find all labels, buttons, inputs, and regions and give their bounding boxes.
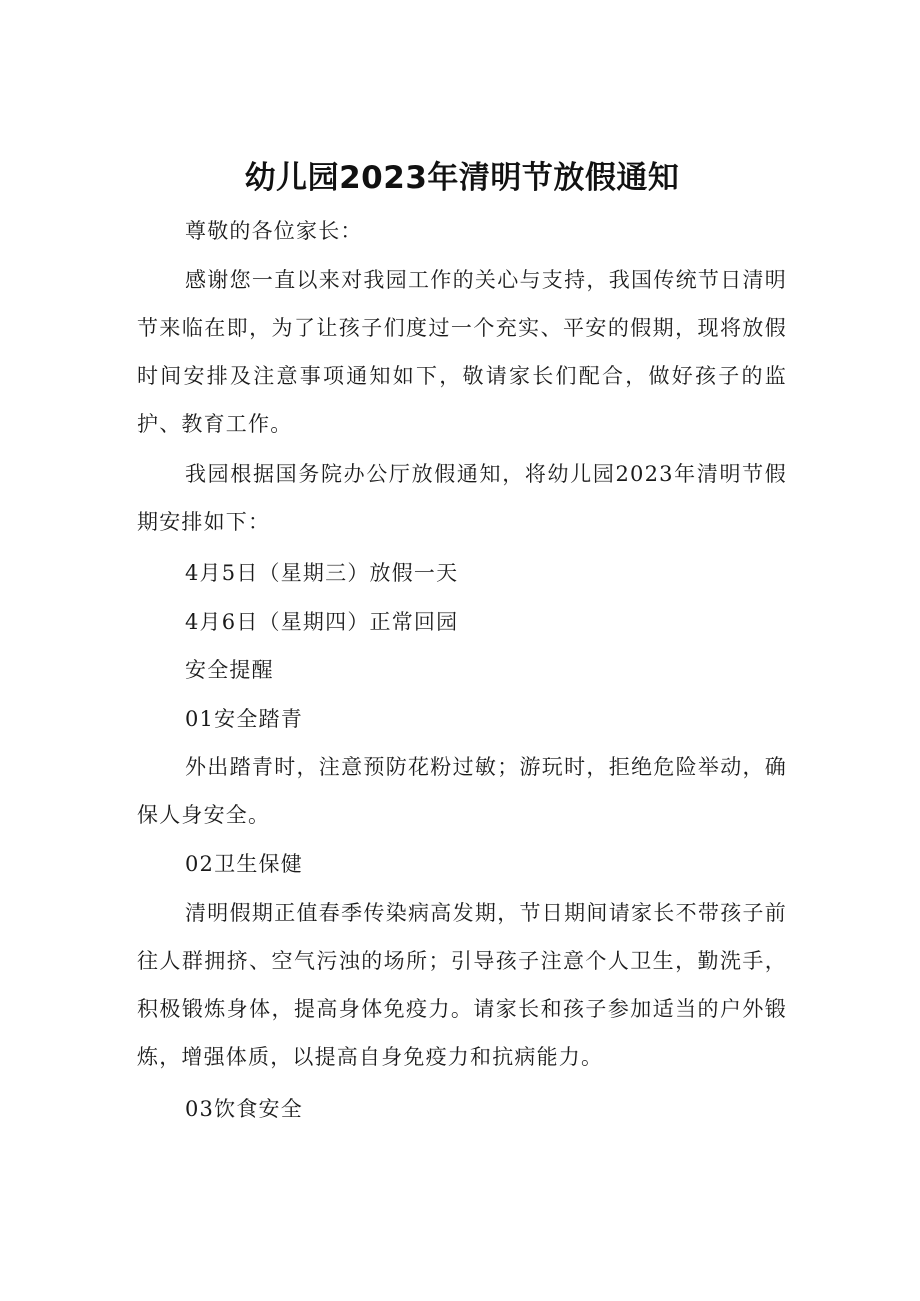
return-date: 4月6日（星期四）正常回园	[185, 610, 459, 634]
document-title: 幼儿园2023年清明节放假通知	[244, 159, 680, 196]
intro-paragraph: 感谢您一直以来对我园工作的关心与支持，我国传统节日清明节来临在即，为了让孩子们度过一个充实、平安的假期，现将放假时间安排及注意事项通知如下，敬请家长们配合，做好孩子的监护、教育工作。	[137, 268, 787, 436]
greeting: 尊敬的各位家长：	[185, 219, 363, 243]
item3-heading: 03饮食安全	[185, 1097, 303, 1121]
item2-heading: 02卫生保健	[185, 852, 303, 876]
schedule-paragraph: 我园根据国务院办公厅放假通知，将幼儿园2023年清明节假期安排如下：	[137, 462, 787, 534]
item1-text: 外出踏青时，注意预防花粉过敏；游玩时，拒绝危险举动，确保人身安全。	[137, 755, 787, 827]
item1-heading: 01安全踏青	[185, 707, 303, 731]
item2-text: 清明假期正值春季传染病高发期，节日期间请家长不带孩子前往人群拥挤、空气污浊的场所；引导孩子注意个人卫生，勤洗手，积极锻炼身体，提高身体免疫力。请家长和孩子参加适当的户外锻炼，增强体质，以提高自身免疫力和抗病能力。	[137, 901, 787, 1069]
holiday-date: 4月5日（星期三）放假一天	[185, 561, 459, 585]
safety-heading: 安全提醒	[185, 658, 274, 682]
